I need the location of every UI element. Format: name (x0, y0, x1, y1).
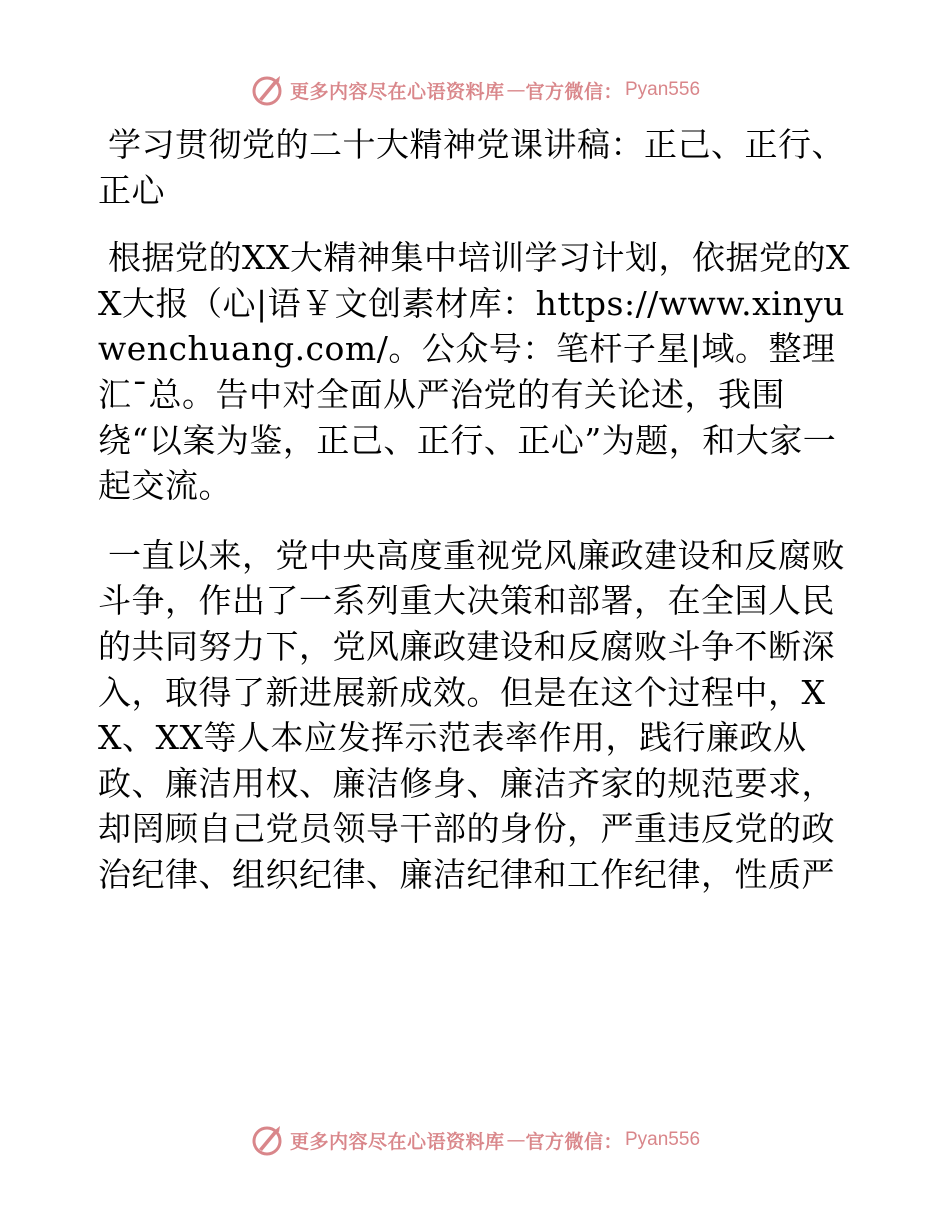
watermark-text: 更多内容尽在心语资料库 (289, 1130, 505, 1153)
watermark-account-label: 官方微信： (525, 1130, 623, 1153)
quill-logo-icon (250, 73, 284, 107)
watermark-separator: — (506, 79, 526, 101)
document-title: 学习贯彻党的二十大精神党课讲稿：正己、正行、正心 (98, 125, 845, 210)
paragraph-2: 一直以来，党中央高度重视党风廉政建设和反腐败斗争，作出了一系列重大决策和部署，在全国人民的共同努力下，党风廉政建设和反腐败斗争不断深入，取得了新进展新成效。但是在这个过程中，XX、XX等人本应发挥示范表率作用，践行廉政从政、廉洁用权、廉洁修身、廉洁齐家的规范要求，却罔顾自己党员领导干部的身份，严重违反党的政治纪律、组织纪律、廉洁纪律和工作纪律，性质严 (98, 535, 845, 894)
footer-watermark (0, 1120, 950, 1160)
watermark-separator: — (506, 1129, 526, 1151)
watermark-account-id: Pyan556 (625, 1129, 701, 1150)
quill-logo-icon (250, 1123, 284, 1157)
watermark-text: 更多内容尽在心语资料库 (289, 80, 505, 103)
watermark-account-label: 官方微信： (525, 80, 623, 103)
watermark-account-id: Pyan556 (625, 79, 701, 100)
document-body (98, 122, 858, 898)
header-watermark (0, 70, 950, 110)
paragraph-1: 根据党的XX大精神集中培训学习计划，依据党的XX大报（心|语￥文创素材库：https://www.xinyuwenchuang.com/。公众号：笔杆子星|域。整理汇¯总。告中对全面从严治党的有关论述，我围绕“以案为鉴，正己、正行、正心”为题，和大家一起交流。 (98, 238, 850, 506)
